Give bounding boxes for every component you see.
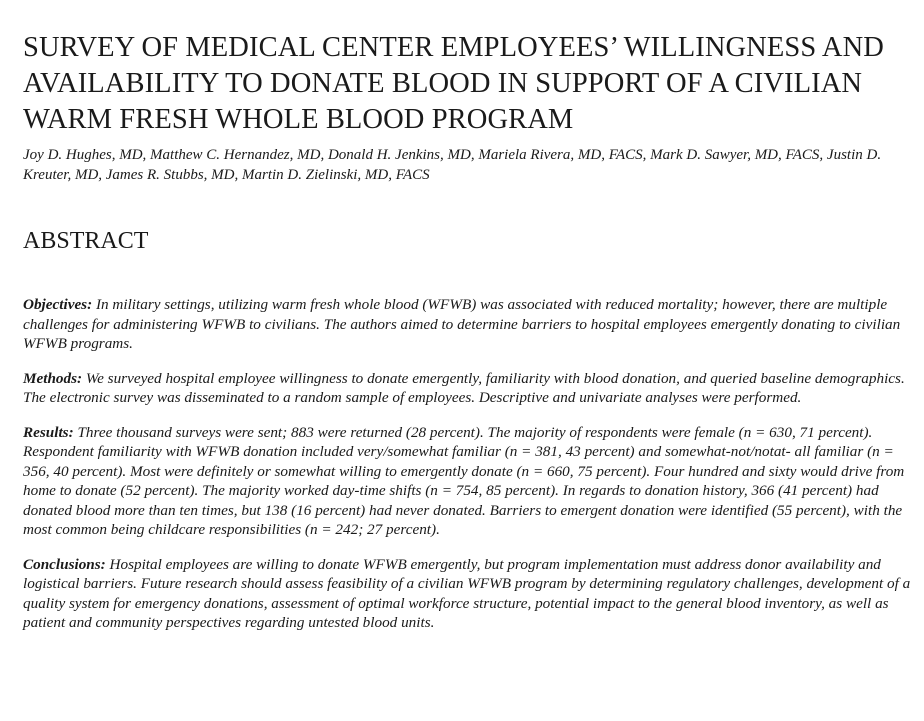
results-label: Results: (23, 423, 74, 441)
objectives-text: In military settings, utilizing warm fresh whole blood (WFWB) was associated with reduced mortality; however, there are multiple challenges for administering WFWB to civilians. The authors aimed to determine barriers to hospital employees emergently donating to civilian WFWB programs. (23, 296, 901, 352)
methods-text: We surveyed hospital employee willingness to donate emergently, familiarity with blood donation, and queried baseline demographics. The electronic survey was disseminated to a random sample of employees. Descriptive and univariate analyses were performed. (23, 369, 905, 406)
methods-label: Methods: (23, 369, 83, 387)
conclusions-label: Conclusions: (23, 555, 106, 573)
conclusions-text: Hospital employees are willing to donate WFWB emergently, but program implementation must address donor availability and logistical barriers. Future research should assess feasibility of a civilian WFWB program by determining regulatory challenges, development of a quality system for emergency donations, assessment of optimal workforce structure, potential impact to the general blood inventory, as well as patient and community perspectives regarding untested blood units. (23, 555, 911, 631)
abstract-body (23, 295, 915, 633)
conclusions-paragraph (23, 555, 915, 633)
objectives-paragraph (23, 295, 915, 354)
objectives-label: Objectives: (23, 296, 93, 313)
paper-page (23, 30, 915, 648)
author-list: Joy D. Hughes, MD, Matthew C. Hernandez, MD, Donald H. Jenkins, MD, Mariela Rivera, MD, FACS, Mark D. Sawyer, MD, FACS, Justin D. Kreuter, MD, James R. Stubbs, MD, Martin D. Zielinski, MD, FACS (23, 147, 882, 183)
results-text: Three thousand surveys were sent; 883 were returned (28 percent). The majority of respondents were female (n = 630, 71 percent). Respondent familiarity with WFWB donation included very/somewhat familiar (n = 381, 43 percent) and somewhat-not/notat- all familiar (n = 356, 40 percent). Most were definitely or somewhat willing to emergently donate (n = 660, 75 percent). Four hundred and sixty would drive from home to donate (52 percent). The majority worked day-time shifts (n = 754, 85 percent). In regards to donation history, 366 (41 percent) had donated blood more than ten times, but 138 (16 percent) had never donated. Barriers to emergent donation were identified (55 percent), with the most common being childcare responsibilities (n = 242; 27 percent). (23, 423, 905, 538)
results-paragraph (23, 423, 915, 540)
paper-title: SURVEY OF MEDICAL CENTER EMPLOYEES’ WILLINGNESS AND AVAILABILITY TO DONATE BLOOD IN SUPPORT OF A CIVILIAN WARM FRESH WHOLE BLOOD PROGRAM (23, 32, 884, 135)
abstract-heading: ABSTRACT (23, 228, 149, 254)
methods-paragraph (23, 369, 915, 408)
